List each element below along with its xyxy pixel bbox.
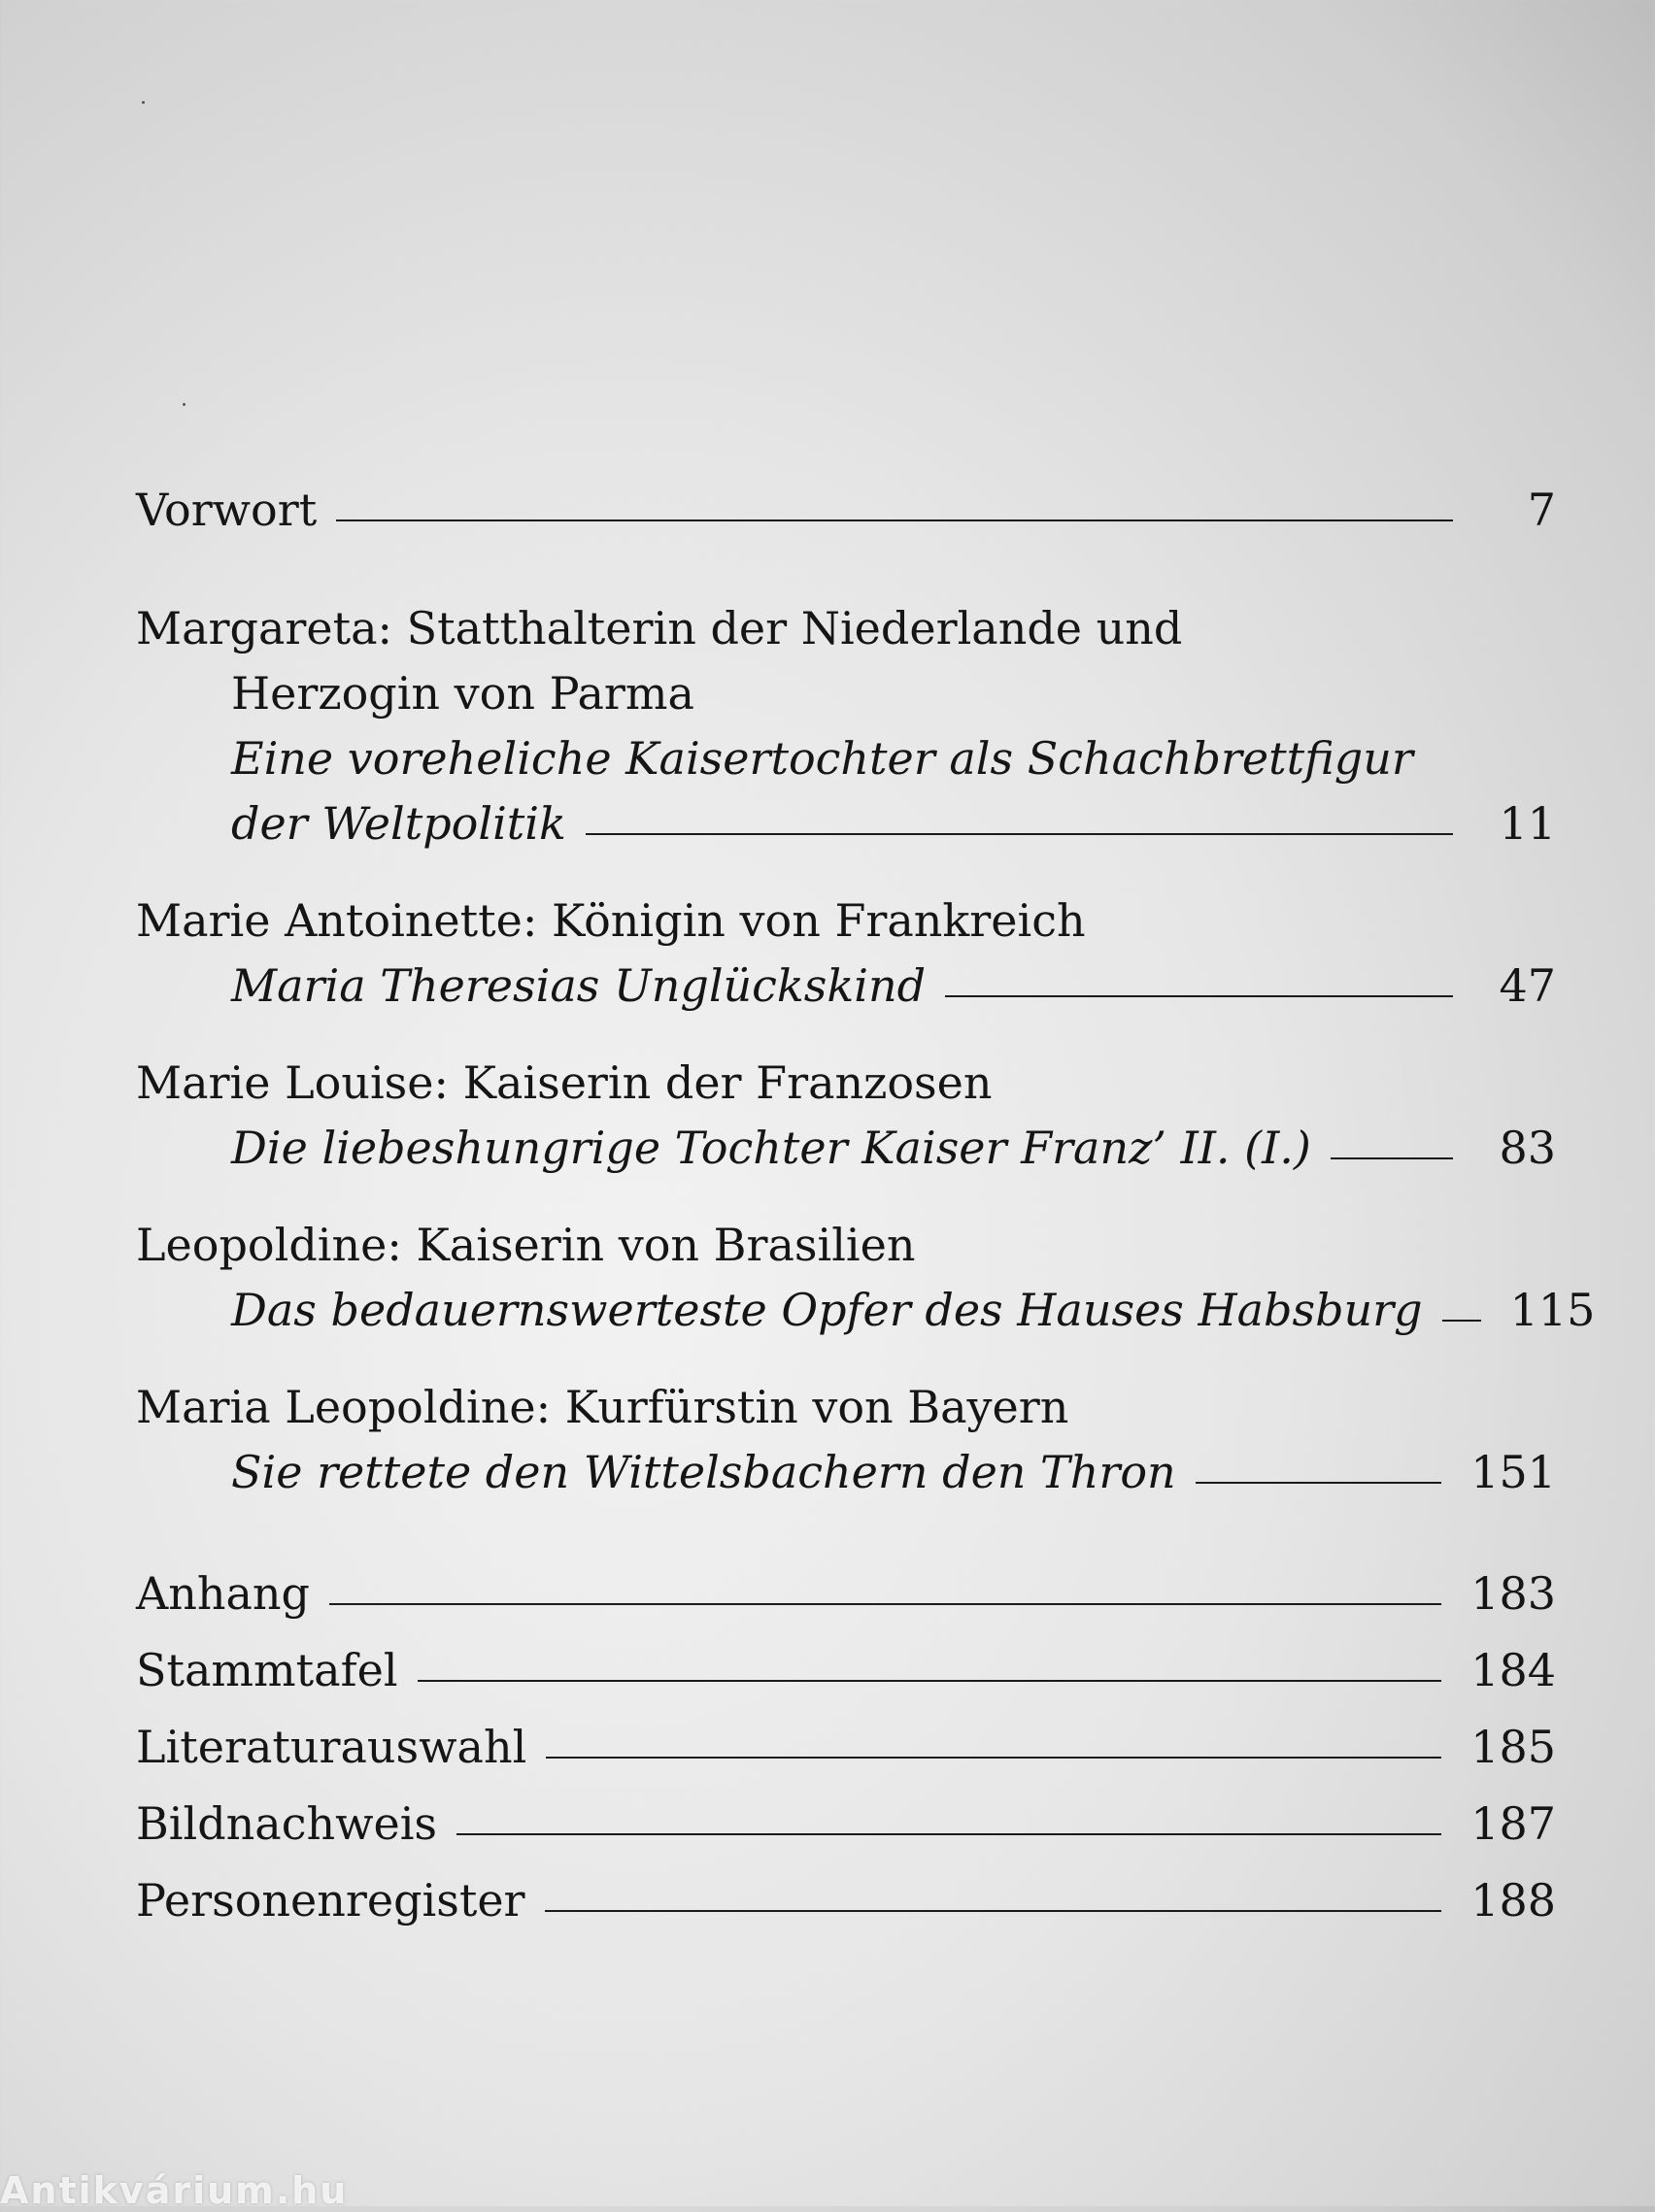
leader-line <box>418 1680 1442 1682</box>
entry-title: Stammtafel <box>136 1644 398 1696</box>
leader-line <box>545 1910 1442 1912</box>
toc-entry-stammtafel <box>136 1632 1556 1709</box>
chapter-title-line: Marie Louise: Kaiserin der Franzosen <box>136 1056 993 1109</box>
page-number: 115 <box>1509 1284 1596 1336</box>
leader-line <box>336 519 1453 521</box>
leader-line <box>456 1833 1441 1835</box>
chapter-subtitle-line: der Weltpolitik <box>231 797 566 850</box>
page-number: 187 <box>1470 1797 1556 1850</box>
paper-speck <box>183 403 186 406</box>
chapter-title <box>136 661 1556 726</box>
page-number: 11 <box>1499 797 1556 850</box>
leader-line <box>1442 1320 1481 1322</box>
chapter-subtitle <box>136 1440 1556 1505</box>
chapter-subtitle <box>136 726 1556 791</box>
toc-chapter-3 <box>136 1051 1556 1181</box>
entry-title: Personenregister <box>136 1874 525 1927</box>
page-number: 7 <box>1527 484 1556 536</box>
leader-line <box>329 1603 1441 1605</box>
toc-entry-bildnachweis <box>136 1786 1556 1862</box>
chapter-title <box>136 1051 1556 1116</box>
entry-title: Anhang <box>136 1567 310 1620</box>
watermark-text: Antikvárium.hu <box>0 2169 349 2212</box>
page-number: 184 <box>1470 1644 1556 1696</box>
toc-entry-vorwort <box>136 478 1556 543</box>
toc-entry-personenregister <box>136 1862 1556 1939</box>
chapter-title <box>136 596 1556 661</box>
chapter-title-line: Margareta: Statthalterin der Niederlande und <box>136 602 1183 654</box>
chapter-subtitle-line: Maria Theresias Unglückskind <box>231 959 927 1012</box>
toc-entry-anhang <box>136 1556 1556 1632</box>
chapter-title <box>136 1213 1556 1278</box>
chapter-subtitle <box>136 954 1556 1019</box>
chapter-subtitle <box>136 791 1556 856</box>
toc-chapter-2 <box>136 888 1556 1019</box>
page-number: 151 <box>1470 1446 1556 1498</box>
toc-line <box>136 478 1556 543</box>
chapter-title-line: Maria Leopoldine: Kurfürstin von Bayern <box>136 1381 1069 1433</box>
chapter-subtitle-line: Sie rettete den Wittelsbachern den Thron <box>231 1446 1176 1498</box>
table-of-contents <box>136 478 1596 1939</box>
toc-chapter-4 <box>136 1213 1596 1343</box>
chapter-title-line: Marie Antoinette: Königin von Frankreich <box>136 894 1086 947</box>
entry-title: Bildnachweis <box>136 1797 438 1850</box>
leader-line <box>586 833 1453 835</box>
chapter-subtitle-line: Das bedauernswerteste Opfer des Hauses Habsburg <box>231 1284 1423 1336</box>
page-number: 183 <box>1470 1567 1556 1620</box>
page-number: 83 <box>1499 1122 1556 1174</box>
page-number: 188 <box>1470 1874 1556 1927</box>
page-number: 185 <box>1470 1721 1556 1773</box>
chapter-subtitle <box>136 1116 1556 1181</box>
chapter-subtitle <box>136 1278 1596 1343</box>
paper-speck <box>142 101 145 104</box>
page-number: 47 <box>1499 959 1556 1012</box>
leader-line <box>546 1757 1441 1759</box>
toc-chapter-1 <box>136 596 1556 856</box>
chapter-subtitle-line: Eine voreheliche Kaisertochter als Schachbrettfigur <box>231 732 1413 785</box>
leader-line <box>1331 1157 1453 1159</box>
toc-appendix <box>136 1556 1556 1939</box>
chapter-subtitle-line: Die liebeshungrige Tochter Kaiser Franz’ II. (I.) <box>231 1122 1311 1174</box>
chapter-title <box>136 888 1556 954</box>
toc-entry-literaturauswahl <box>136 1709 1556 1786</box>
leader-line <box>1196 1482 1442 1484</box>
toc-chapter-5 <box>136 1375 1556 1505</box>
chapter-title-line: Leopoldine: Kaiserin von Brasilien <box>136 1219 916 1271</box>
chapter-title <box>136 1375 1556 1440</box>
entry-title: Literaturauswahl <box>136 1721 527 1773</box>
leader-line <box>945 995 1453 997</box>
entry-title: Vorwort <box>136 484 318 536</box>
chapter-title-line: Herzogin von Parma <box>231 667 694 720</box>
